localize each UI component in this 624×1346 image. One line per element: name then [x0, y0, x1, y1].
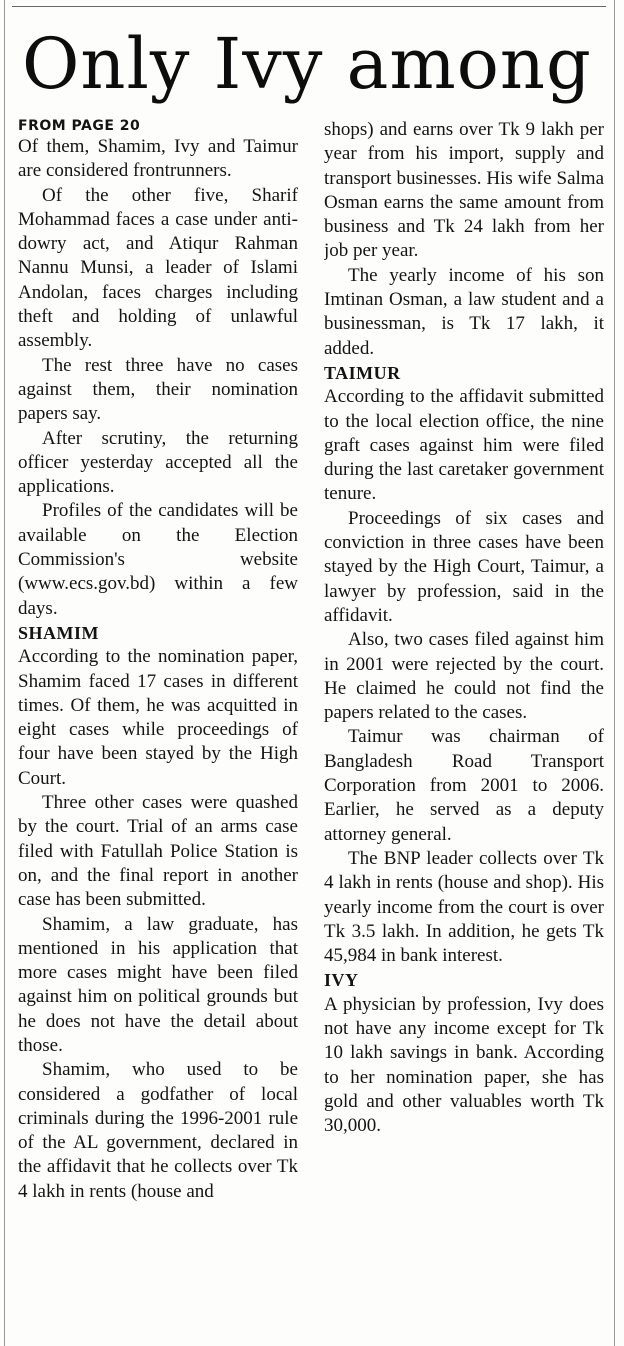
- section-subhead: IVY: [324, 970, 359, 991]
- article-paragraph: Of them, Shamim, Ivy and Taimur are considered frontrunners.: [18, 136, 298, 182]
- article-paragraph: Three other cases were quashed by the court. Trial of an arms case filed with Fatullah Police Station is on, and the final report in another case has been submitted.: [18, 792, 298, 911]
- article-paragraph: According to the nomination paper, Shamim faced 17 cases in different times. Of them, he was acquitted in eight cases while proceedings of four have been stayed by the High Court.: [18, 646, 298, 789]
- article-paragraph: Shamim, a law graduate, has mentioned in his application that more cases might have been filed against him on political grounds but he does not have the detail about those.: [18, 913, 298, 1056]
- article-paragraph: Also, two cases filed against him in 2001 were rejected by the court. He claimed he could not find the papers related to the cases.: [324, 629, 604, 724]
- right-column: [324, 118, 604, 1346]
- article-paragraph: Of the other five, Sharif Mohammad faces a case under anti-dowry act, and Atiqur Rahman Nannu Munsi, a leader of Islami Andolan, faces charges including theft and holding of unlawful assembly.: [18, 184, 298, 352]
- article-paragraph: Proceedings of six cases and conviction in three cases have been stayed by the High Court, Taimur, a lawyer by profession, said in the affidavit.: [324, 507, 604, 626]
- section-subhead: TAIMUR: [324, 362, 401, 383]
- continuation-kicker: FROM PAGE 20: [18, 118, 141, 134]
- article-paragraph: According to the affidavit submitted to the local election office, the nine graft cases against him were filed during the last caretaker government tenure.: [324, 386, 604, 505]
- article-paragraph: After scrutiny, the returning officer yesterday accepted all the applications.: [18, 427, 298, 498]
- left-column-body: [18, 135, 298, 1204]
- article-paragraph: The yearly income of his son Imtinan Osman, a law student and a businessman, is Tk 17 lakh, it added.: [324, 264, 604, 359]
- article-paragraph: Taimur was chairman of Bangladesh Road Transport Corporation from 2001 to 2006. Earlier, he served as a deputy attorney general.: [324, 726, 604, 845]
- section-subhead: SHAMIM: [18, 622, 99, 643]
- article-paragraph: The rest three have no cases against them, their nomination papers say.: [18, 354, 298, 425]
- top-rule: [12, 6, 606, 7]
- left-edge-line: [4, 0, 5, 1346]
- article-paragraph: The BNP leader collects over Tk 4 lakh in rents (house and shop). His yearly income from the court is over Tk 3.5 lakh. In addition, he gets Tk 45,984 in bank interest.: [324, 847, 604, 967]
- article-paragraph: Profiles of the candidates will be available on the Election Commission's website (www.ecs.gov.bd) within a few days.: [18, 500, 298, 619]
- right-edge-line: [614, 0, 615, 1346]
- headline: Only Ivy among: [22, 23, 592, 105]
- article-paragraph: Shamim, who used to be considered a godfather of local criminals during the 1996-2001 rule of the AL government, declared in the affidavit that he collects over Tk 4 lakh in rents (house and: [18, 1059, 298, 1202]
- left-column: [18, 116, 298, 1344]
- article-paragraph: A physician by profession, Ivy does not have any income except for Tk 10 lakh savings in bank. According to her nomination paper, she has gold and other valuables worth Tk 30,000.: [324, 993, 604, 1137]
- right-column-body: [324, 118, 604, 1138]
- article-paragraph: shops) and earns over Tk 9 lakh per year from his import, supply and transport businesses. His wife Salma Osman earns the same amount from business and Tk 24 lakh from her job per year.: [324, 119, 604, 262]
